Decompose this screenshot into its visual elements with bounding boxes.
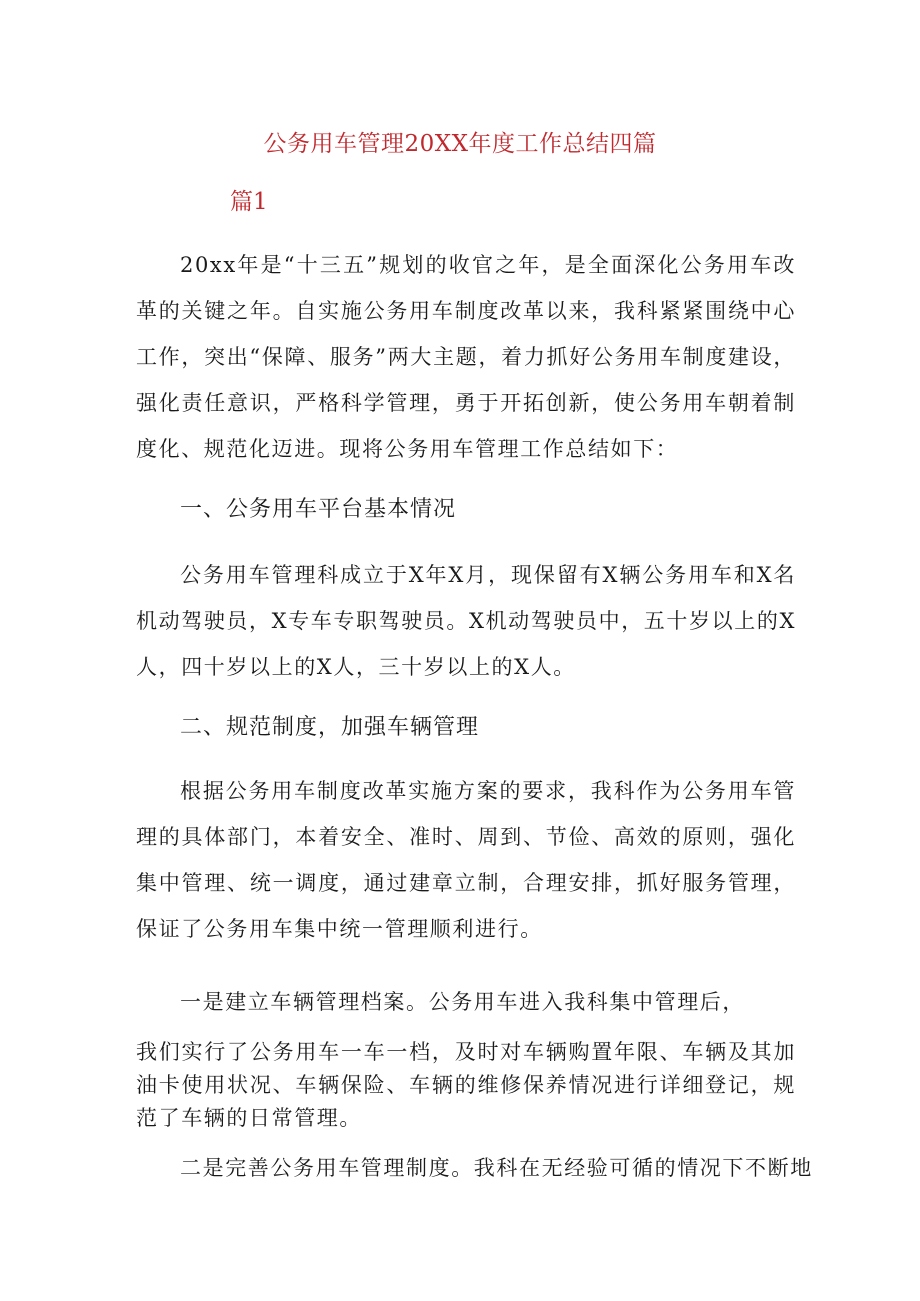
document-title: 公务用车管理20XX年度工作总结四篇 [263, 131, 657, 157]
section-label: 篇1 [230, 189, 268, 215]
point-1-lead: 一是建立车辆管理档案。公务用车进入我科集中管理后， [180, 990, 745, 1014]
section-heading-2: 二、规范制度，加强车辆管理 [180, 715, 480, 740]
point-1-body: 我们实行了公务用车一车一档，及时对车辆购置年限、车辆及其加油卡使用状况、车辆保险、车辆的维修保养情况进行详细登记，规范了车辆的日常管理。 [136, 1040, 796, 1130]
regulation-paragraph: 根据公务用车制度改革实施方案的要求，我科作为公务用车管理的具体部门，本着安全、准时、周到、节俭、高效的原则，强化集中管理、统一调度，通过建章立制，合理安排，抓好服务管理，保证了公务用车集中统一管理顺利进行。 [136, 779, 796, 941]
basic-info-paragraph: 公务用车管理科成立于X年X月，现保留有X辆公务用车和X名机动驾驶员，X专车专职驾驶员。X机动驾驶员中，五十岁以上的X人，四十岁以上的X人，三十岁以上的X人。 [136, 563, 796, 679]
intro-paragraph: 20xx年是“十三五”规划的收官之年，是全面深化公务用车改革的关键之年。自实施公务用车制度改革以来，我科紧紧围绕中心工作，突出“保障、服务”两大主题，着力抓好公务用车制度建设，强化责任意识，严格科学管理，勇于开拓创新，使公务用车朝着制度化、规范化迈进。现将公务用车管理工作总结如下： [136, 253, 796, 461]
point-2-paragraph: 二是完善公务用车管理制度。我科在无经验可循的情况下不断地 [180, 1156, 813, 1180]
section-heading-1: 一、公务用车平台基本情况 [180, 497, 457, 522]
